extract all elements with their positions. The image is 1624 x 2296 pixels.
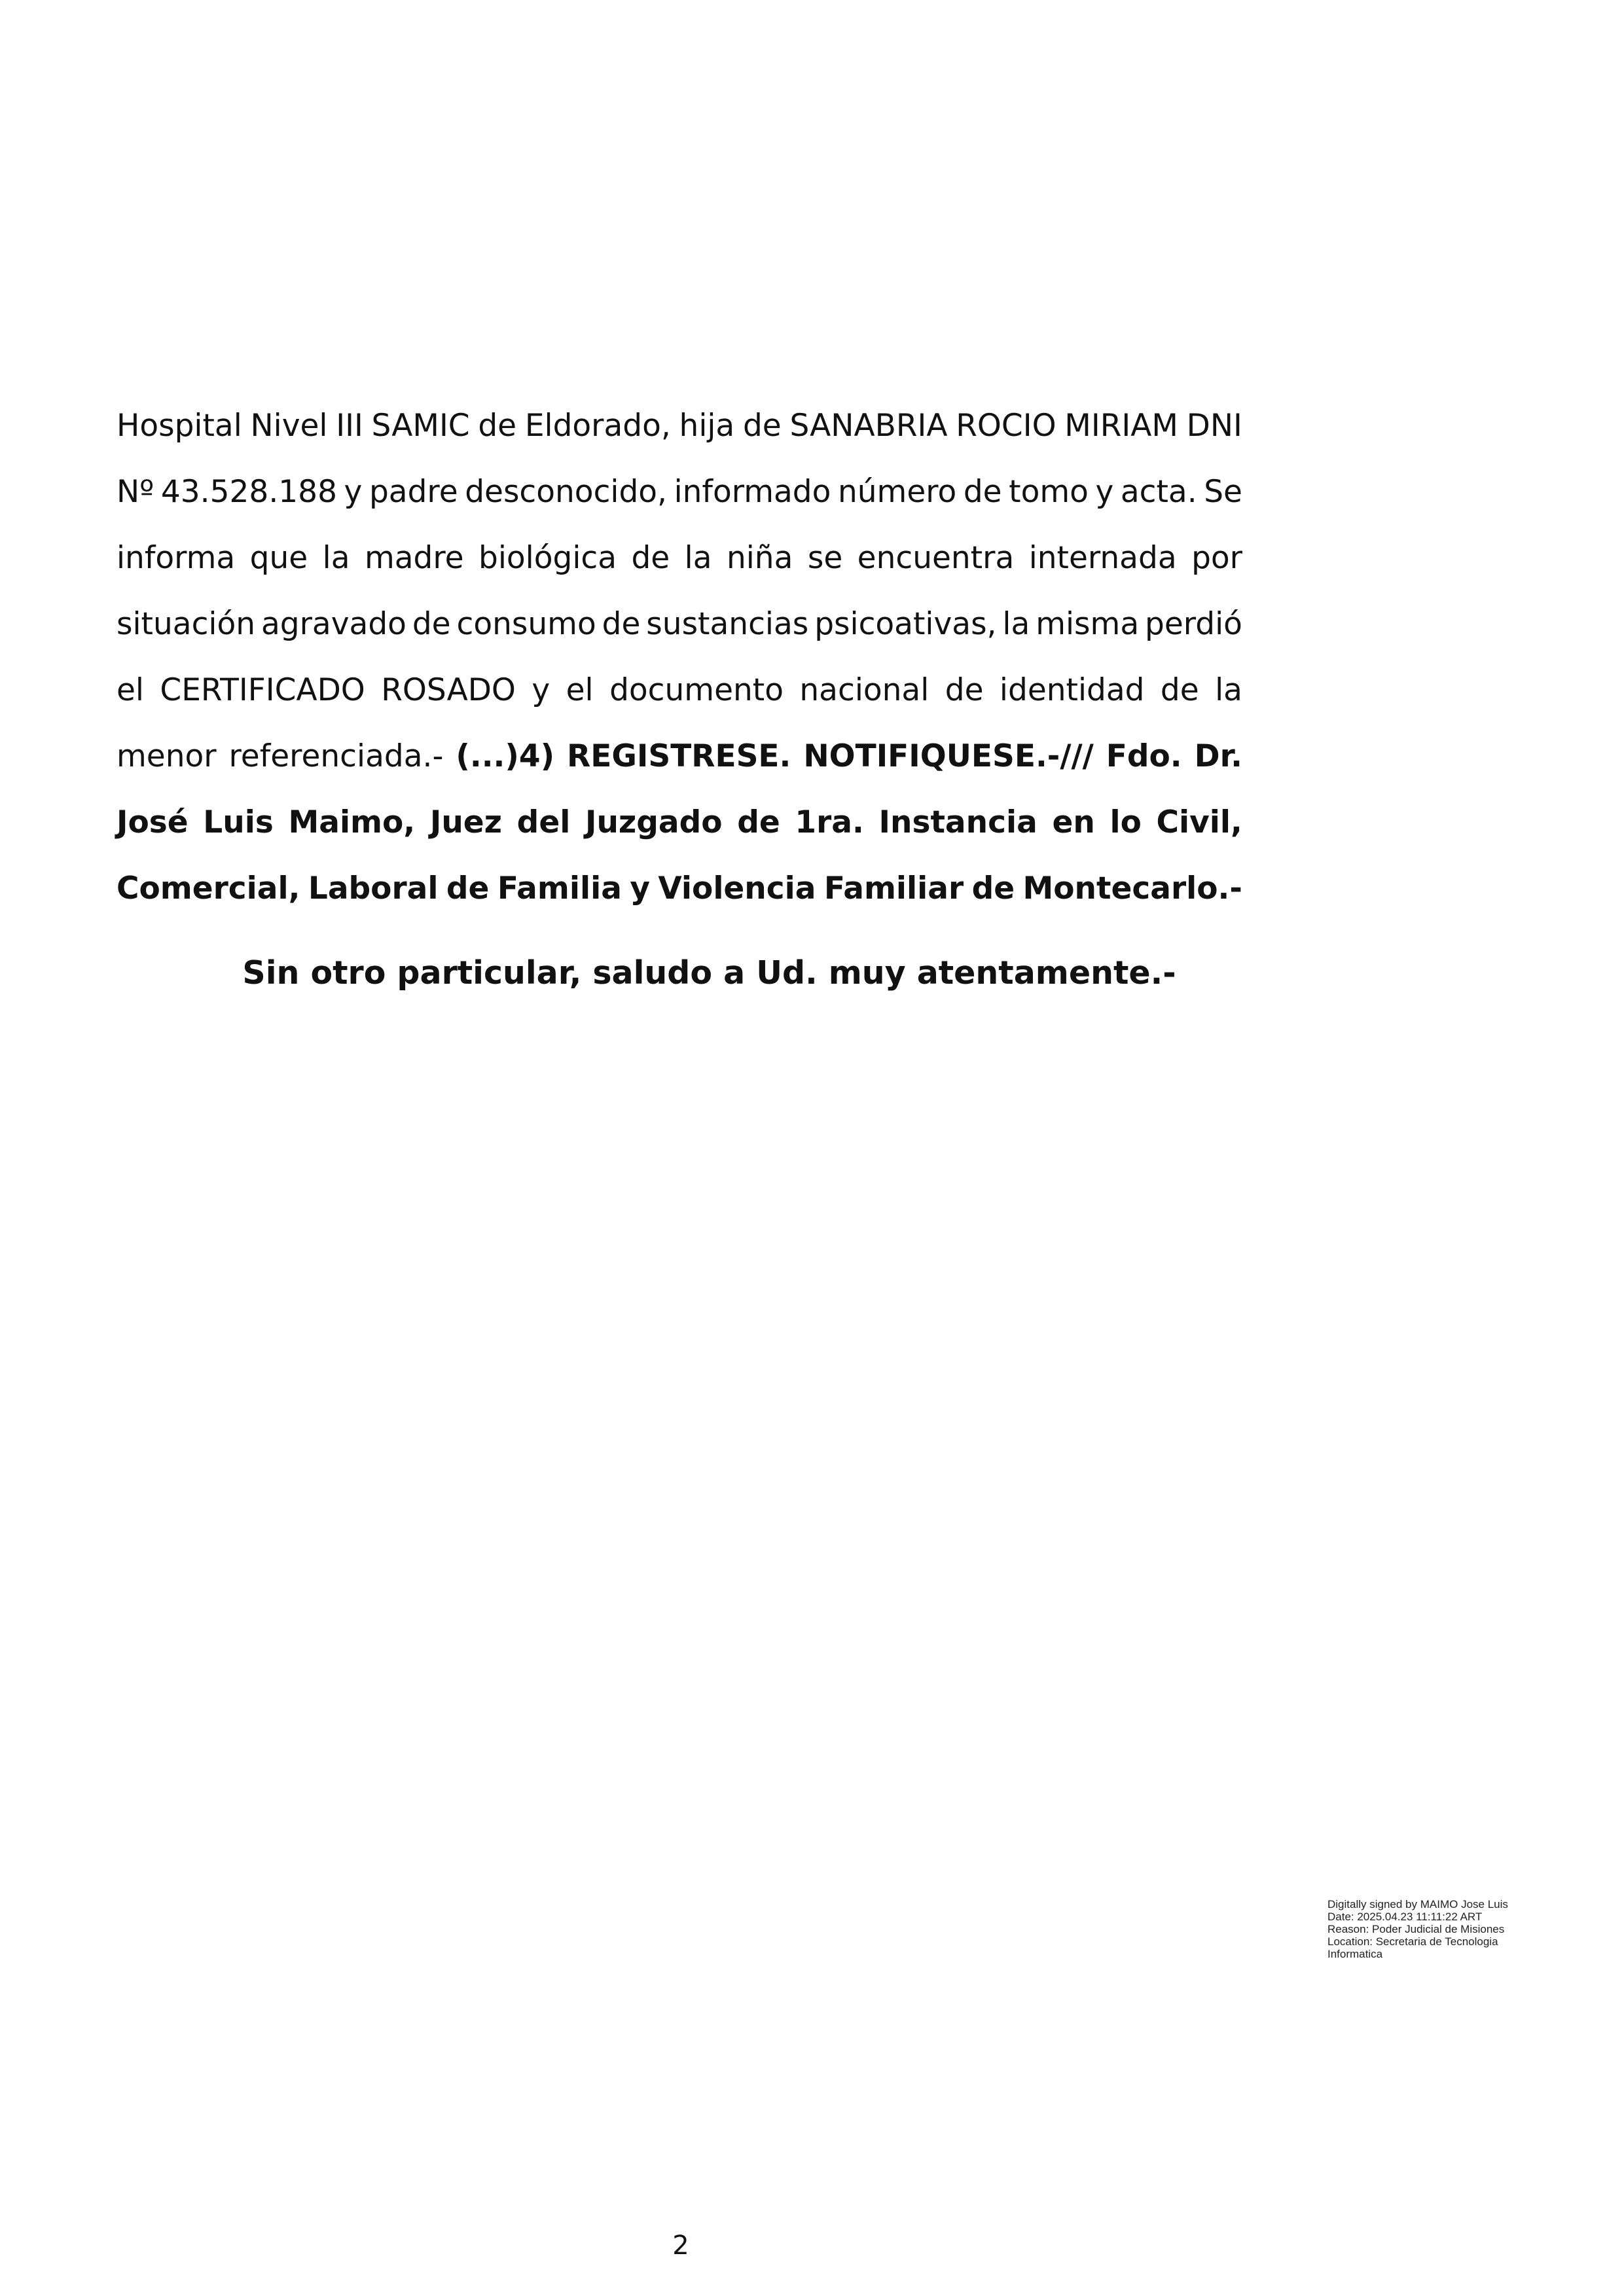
word: informado	[674, 474, 831, 510]
word: encuentra	[857, 540, 1015, 576]
word: Juez	[429, 804, 503, 840]
word: José	[117, 804, 189, 840]
word: de	[737, 804, 780, 840]
word: desconocido,	[465, 474, 667, 510]
word: de	[945, 672, 984, 708]
word: de	[971, 870, 1015, 906]
word: de	[412, 606, 451, 642]
word: REGISTRESE.	[567, 738, 791, 774]
word: menor	[117, 738, 217, 774]
body-line	[117, 591, 1242, 657]
word: la	[684, 540, 712, 576]
word: del	[516, 804, 571, 840]
word: Familiar	[823, 870, 964, 906]
word: la	[322, 540, 350, 576]
word: la	[1215, 672, 1242, 708]
word: Luis	[203, 804, 274, 840]
word: agravado	[261, 606, 406, 642]
word: niña	[726, 540, 793, 576]
word: y	[630, 870, 650, 906]
word: de	[478, 408, 517, 444]
word: Maimo,	[288, 804, 416, 840]
word: de	[742, 408, 782, 444]
word: situación	[117, 606, 256, 642]
word: III	[336, 408, 363, 444]
word: nacional	[799, 672, 929, 708]
page-number: 2	[672, 2231, 689, 2261]
word: lo	[1110, 804, 1142, 840]
body-line	[117, 393, 1242, 459]
word: de	[602, 606, 641, 642]
word: que	[249, 540, 308, 576]
word: el	[117, 672, 144, 708]
word: perdió	[1145, 606, 1242, 642]
word: Fdo.	[1106, 738, 1182, 774]
body-line	[117, 657, 1242, 723]
word: Nº	[117, 474, 154, 510]
word: hija	[679, 408, 735, 444]
signature-location: Location: Secretaria de Tecnologia	[1327, 1935, 1498, 1948]
word: Laboral	[308, 870, 439, 906]
word: psicoativas,	[814, 606, 997, 642]
body-paragraph	[117, 393, 1242, 922]
signature-signer: Digitally signed by MAIMO Jose Luis	[1327, 1898, 1508, 1910]
word: el	[566, 672, 594, 708]
word: MIRIAM	[1064, 408, 1178, 444]
word: y	[344, 474, 363, 510]
word: Montecarlo.-	[1022, 870, 1242, 906]
word: CERTIFICADO	[160, 672, 365, 708]
word: acta.	[1120, 474, 1197, 510]
word: consumo	[456, 606, 596, 642]
word: SANABRIA	[789, 408, 948, 444]
word: de	[963, 474, 1002, 510]
closing-line: Sin otro particular, saludo a Ud. muy atentamente.-	[242, 954, 1176, 992]
word: (...)4)	[456, 738, 555, 774]
word: Se	[1204, 474, 1242, 510]
body-line	[117, 723, 1242, 789]
word: 43.528.188	[160, 474, 337, 510]
word: informa	[117, 540, 236, 576]
word: Juzgado	[585, 804, 723, 840]
word: documento	[609, 672, 784, 708]
word: Instancia	[878, 804, 1038, 840]
signature-date: Date: 2025.04.23 11:11:22 ART	[1327, 1910, 1483, 1923]
word: y	[1095, 474, 1114, 510]
word: DNI	[1186, 408, 1242, 444]
word: Civil,	[1156, 804, 1242, 840]
word: referenciada.-	[228, 738, 444, 774]
word: Nivel	[250, 408, 328, 444]
body-line	[117, 459, 1242, 525]
word: de	[1160, 672, 1199, 708]
body-line	[117, 855, 1242, 922]
word: Violencia	[658, 870, 816, 906]
word: NOTIFIQUESE.-///	[803, 738, 1094, 774]
word: padre	[369, 474, 458, 510]
word: número	[837, 474, 957, 510]
word: SAMIC	[371, 408, 470, 444]
signature-location-cont: Informatica	[1327, 1948, 1383, 1960]
word: Eldorado,	[524, 408, 671, 444]
word: Hospital	[117, 408, 242, 444]
body-line	[117, 789, 1242, 855]
digital-signature-block	[1327, 1898, 1543, 1960]
word: ROCIO	[956, 408, 1056, 444]
word: ROSADO	[381, 672, 516, 708]
word: de	[631, 540, 670, 576]
word: por	[1191, 540, 1242, 576]
word: 1ra.	[795, 804, 864, 840]
word: Dr.	[1194, 738, 1242, 774]
word: Familia	[497, 870, 622, 906]
word: Comercial,	[117, 870, 300, 906]
word: identidad	[999, 672, 1145, 708]
word: madre	[364, 540, 464, 576]
word: la	[1002, 606, 1030, 642]
word: misma	[1036, 606, 1140, 642]
word: internada	[1028, 540, 1177, 576]
word: sustancias	[646, 606, 809, 642]
word: se	[807, 540, 843, 576]
word: biológica	[478, 540, 617, 576]
body-line	[117, 525, 1242, 591]
word: en	[1052, 804, 1095, 840]
word: y	[532, 672, 550, 708]
word: de	[446, 870, 490, 906]
signature-reason: Reason: Poder Judicial de Misiones	[1327, 1923, 1505, 1935]
word: tomo	[1009, 474, 1089, 510]
